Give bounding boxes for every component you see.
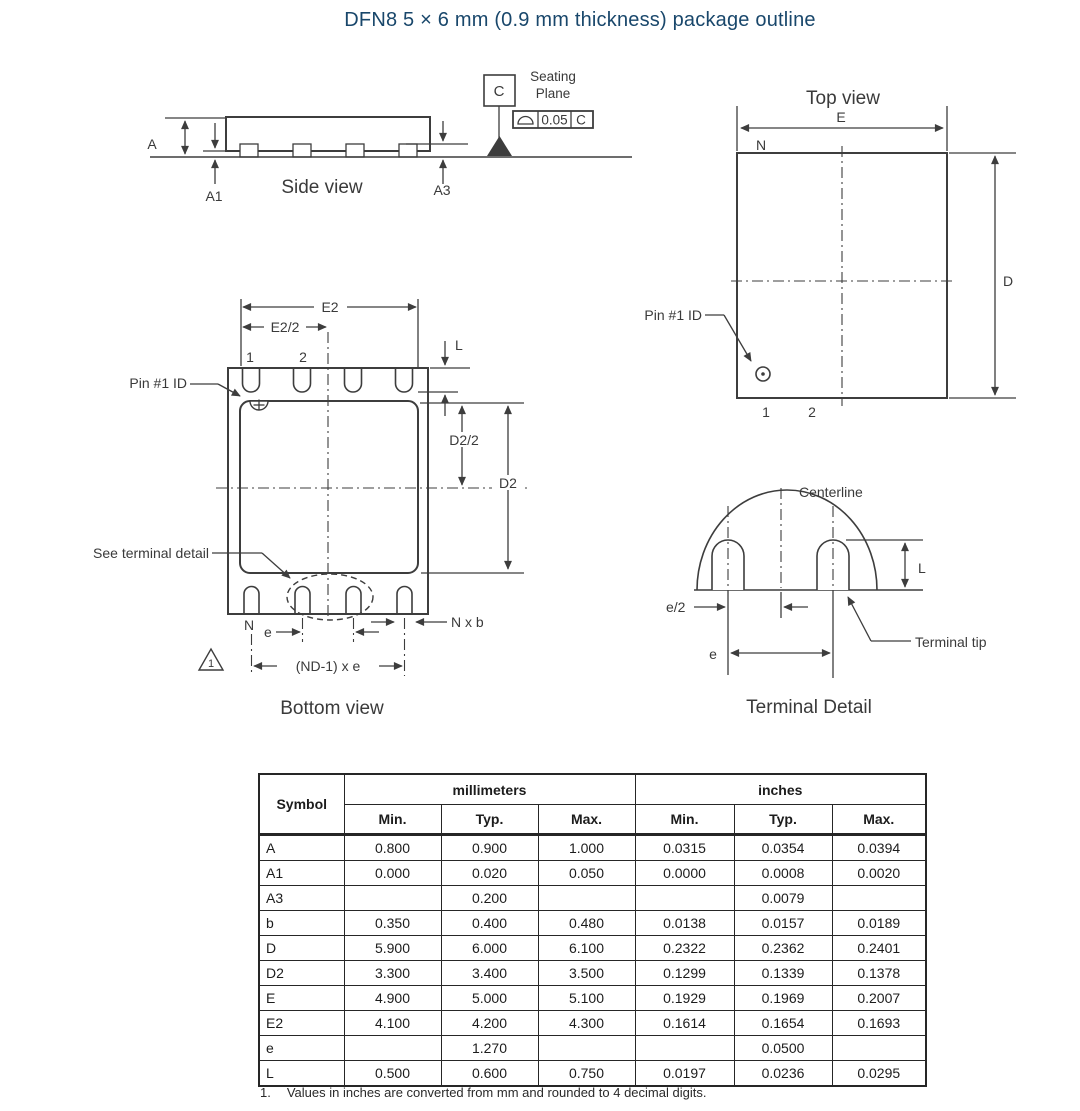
col-header-in-typ: Typ. — [734, 805, 832, 835]
table-row — [259, 911, 926, 936]
value-cell: 0.050 — [538, 861, 635, 886]
col-header-symbol: Symbol — [259, 774, 344, 835]
dim-d2-half-label: D2/2 — [449, 432, 479, 448]
dim-d-label: D — [1003, 273, 1014, 289]
datum-triangle — [487, 136, 512, 156]
value-cell: 0.800 — [344, 835, 441, 861]
value-cell — [538, 1036, 635, 1061]
table-row — [259, 886, 926, 911]
value-cell: 0.000 — [344, 861, 441, 886]
value-cell: 0.200 — [441, 886, 538, 911]
col-header-millimeters: millimeters — [344, 774, 635, 805]
value-cell: 0.1378 — [832, 961, 926, 986]
seating-plane-label-line1: Seating — [530, 69, 576, 84]
value-cell: 0.350 — [344, 911, 441, 936]
dim-nd1e-label: (ND-1) x e — [295, 658, 361, 674]
table-row — [259, 961, 926, 986]
value-cell: 0.0500 — [734, 1036, 832, 1061]
dim-e-label: E — [836, 109, 846, 125]
col-header-mm-typ: Typ. — [441, 805, 538, 835]
table-row — [259, 1061, 926, 1087]
dim-l-label: L — [455, 337, 463, 353]
value-cell: 4.300 — [538, 1011, 635, 1036]
dim-a1-label: A1 — [205, 188, 223, 204]
value-cell: 3.400 — [441, 961, 538, 986]
dimension-table — [258, 773, 927, 1087]
dimension-e — [709, 646, 830, 662]
value-cell: 0.020 — [441, 861, 538, 886]
pin1-id-callout — [129, 375, 240, 396]
dim-e-label: e — [264, 624, 272, 640]
dimension-nxb — [371, 614, 484, 630]
pin2-number: 2 — [808, 404, 816, 420]
terminal-pad — [346, 144, 364, 157]
value-cell — [635, 886, 734, 911]
symbol-cell: E2 — [259, 1011, 344, 1036]
note-1-marker — [199, 649, 223, 670]
value-cell: 0.0236 — [734, 1061, 832, 1087]
table-row — [259, 936, 926, 961]
symbol-cell: A1 — [259, 861, 344, 886]
dim-e2-label: E2 — [321, 299, 339, 315]
dimension-l — [846, 540, 926, 587]
pin1-id-label: Pin #1 ID — [644, 307, 702, 323]
pin1-id-dot — [761, 372, 765, 376]
symbol-cell: D2 — [259, 961, 344, 986]
value-cell: 0.1614 — [635, 1011, 734, 1036]
pin1-number: 1 — [246, 349, 254, 365]
see-terminal-detail-label: See terminal detail — [93, 545, 209, 561]
dimension-e-half — [666, 599, 808, 615]
footnote-number: 1. — [260, 1085, 271, 1100]
value-cell: 0.0020 — [832, 861, 926, 886]
terminal-pad — [240, 144, 258, 157]
terminal-detail-title: Terminal Detail — [746, 697, 872, 718]
value-cell: 0.0315 — [635, 835, 734, 861]
table-row — [259, 1011, 926, 1036]
value-cell: 0.480 — [538, 911, 635, 936]
dimension-d2 — [492, 406, 524, 569]
value-cell: 4.100 — [344, 1011, 441, 1036]
dim-d2-label: D2 — [499, 475, 517, 491]
value-cell: 0.1929 — [635, 986, 734, 1011]
terminal-tip-label: Terminal tip — [915, 634, 987, 650]
value-cell: 0.2322 — [635, 936, 734, 961]
symbol-cell: L — [259, 1061, 344, 1087]
value-cell — [635, 1036, 734, 1061]
dimension-d — [949, 153, 1016, 398]
value-cell: 4.900 — [344, 986, 441, 1011]
value-cell: 0.750 — [538, 1061, 635, 1087]
value-cell: 0.0138 — [635, 911, 734, 936]
table-row — [259, 861, 926, 886]
dim-l-label: L — [918, 560, 926, 576]
terminal-detail — [666, 484, 987, 718]
dim-a-label: A — [147, 136, 157, 152]
value-cell: 0.0000 — [635, 861, 734, 886]
table-footnote — [260, 1085, 706, 1100]
pin1-number: 1 — [762, 404, 770, 420]
tolerance-datum: C — [576, 112, 586, 128]
terminal-tip-callout — [848, 597, 987, 650]
terminal-pad — [399, 144, 417, 157]
table-row — [259, 986, 926, 1011]
datum-c-callout — [484, 75, 515, 156]
value-cell: 6.100 — [538, 936, 635, 961]
dim-a3-label: A3 — [433, 182, 451, 198]
value-cell: 0.0008 — [734, 861, 832, 886]
terminal-pad — [293, 144, 311, 157]
top-view-title: Top view — [806, 88, 880, 109]
symbol-cell: e — [259, 1036, 344, 1061]
pin2-number: 2 — [299, 349, 307, 365]
dimension-e — [264, 624, 379, 640]
centerline-label: Centerline — [799, 484, 863, 500]
dimension-a — [147, 121, 185, 154]
col-header-mm-min: Min. — [344, 805, 441, 835]
value-cell — [832, 886, 926, 911]
seating-plane-label-line2: Plane — [535, 86, 571, 101]
symbol-cell: A — [259, 835, 344, 861]
col-header-mm-max: Max. — [538, 805, 635, 835]
value-cell: 5.000 — [441, 986, 538, 1011]
value-cell — [344, 1036, 441, 1061]
value-cell: 0.1654 — [734, 1011, 832, 1036]
bottom-view-title: Bottom view — [280, 698, 384, 719]
col-header-inches: inches — [635, 774, 926, 805]
dim-e-label: e — [709, 646, 717, 662]
datum-letter: C — [493, 83, 505, 100]
footnote-text: Values in inches are converted from mm and rounded to 4 decimal digits. — [286, 1085, 707, 1100]
dimension-e2 — [243, 299, 416, 315]
dimension-e2-half — [243, 319, 326, 335]
value-cell: 0.0394 — [832, 835, 926, 861]
value-cell — [832, 1036, 926, 1061]
value-cell: 0.1693 — [832, 1011, 926, 1036]
table-row — [259, 835, 926, 861]
symbol-cell: D — [259, 936, 344, 961]
col-header-in-max: Max. — [832, 805, 926, 835]
side-view-title: Side view — [281, 177, 363, 198]
pin1-id-label: Pin #1 ID — [129, 375, 187, 391]
dimension-nd1e — [254, 658, 402, 674]
feature-control-frame — [513, 111, 593, 128]
symbol-cell: E — [259, 986, 344, 1011]
value-cell: 1.270 — [441, 1036, 538, 1061]
value-cell: 0.0197 — [635, 1061, 734, 1087]
value-cell: 5.900 — [344, 936, 441, 961]
value-cell: 0.0354 — [734, 835, 832, 861]
value-cell: 0.0189 — [832, 911, 926, 936]
tolerance-value: 0.05 — [541, 112, 568, 128]
value-cell: 0.500 — [344, 1061, 441, 1087]
symbol-cell: A3 — [259, 886, 344, 911]
value-cell: 0.900 — [441, 835, 538, 861]
value-cell: 0.0157 — [734, 911, 832, 936]
value-cell: 1.000 — [538, 835, 635, 861]
value-cell: 0.400 — [441, 911, 538, 936]
dimension-d2-half — [444, 406, 486, 485]
value-cell: 5.100 — [538, 986, 635, 1011]
value-cell: 0.600 — [441, 1061, 538, 1087]
value-cell: 3.500 — [538, 961, 635, 986]
value-cell: 0.0295 — [832, 1061, 926, 1087]
bottom-view — [93, 299, 528, 719]
value-cell: 0.1969 — [734, 986, 832, 1011]
dimension-e — [737, 106, 947, 151]
dim-e-half-label: e/2 — [666, 599, 686, 615]
value-cell — [344, 886, 441, 911]
value-cell: 0.0079 — [734, 886, 832, 911]
top-view — [644, 88, 1016, 420]
symbol-cell: b — [259, 911, 344, 936]
value-cell: 6.000 — [441, 936, 538, 961]
value-cell — [538, 886, 635, 911]
pin-count-label: N — [243, 617, 255, 633]
pin-count-label: N — [755, 137, 767, 153]
page-title: DFN8 5 × 6 mm (0.9 mm thickness) package outline — [344, 9, 816, 31]
value-cell: 0.1339 — [734, 961, 832, 986]
value-cell: 0.2401 — [832, 936, 926, 961]
table-row — [259, 1036, 926, 1061]
note-1-number: 1 — [207, 658, 215, 670]
col-header-in-min: Min. — [635, 805, 734, 835]
value-cell: 3.300 — [344, 961, 441, 986]
value-cell: 0.1299 — [635, 961, 734, 986]
value-cell: 4.200 — [441, 1011, 538, 1036]
value-cell: 0.2362 — [734, 936, 832, 961]
dim-e2-half-label: E2/2 — [270, 319, 300, 335]
side-view — [147, 69, 632, 204]
dim-nxb-label: N x b — [451, 614, 484, 630]
dimension-a1 — [205, 123, 222, 204]
value-cell: 0.2007 — [832, 986, 926, 1011]
